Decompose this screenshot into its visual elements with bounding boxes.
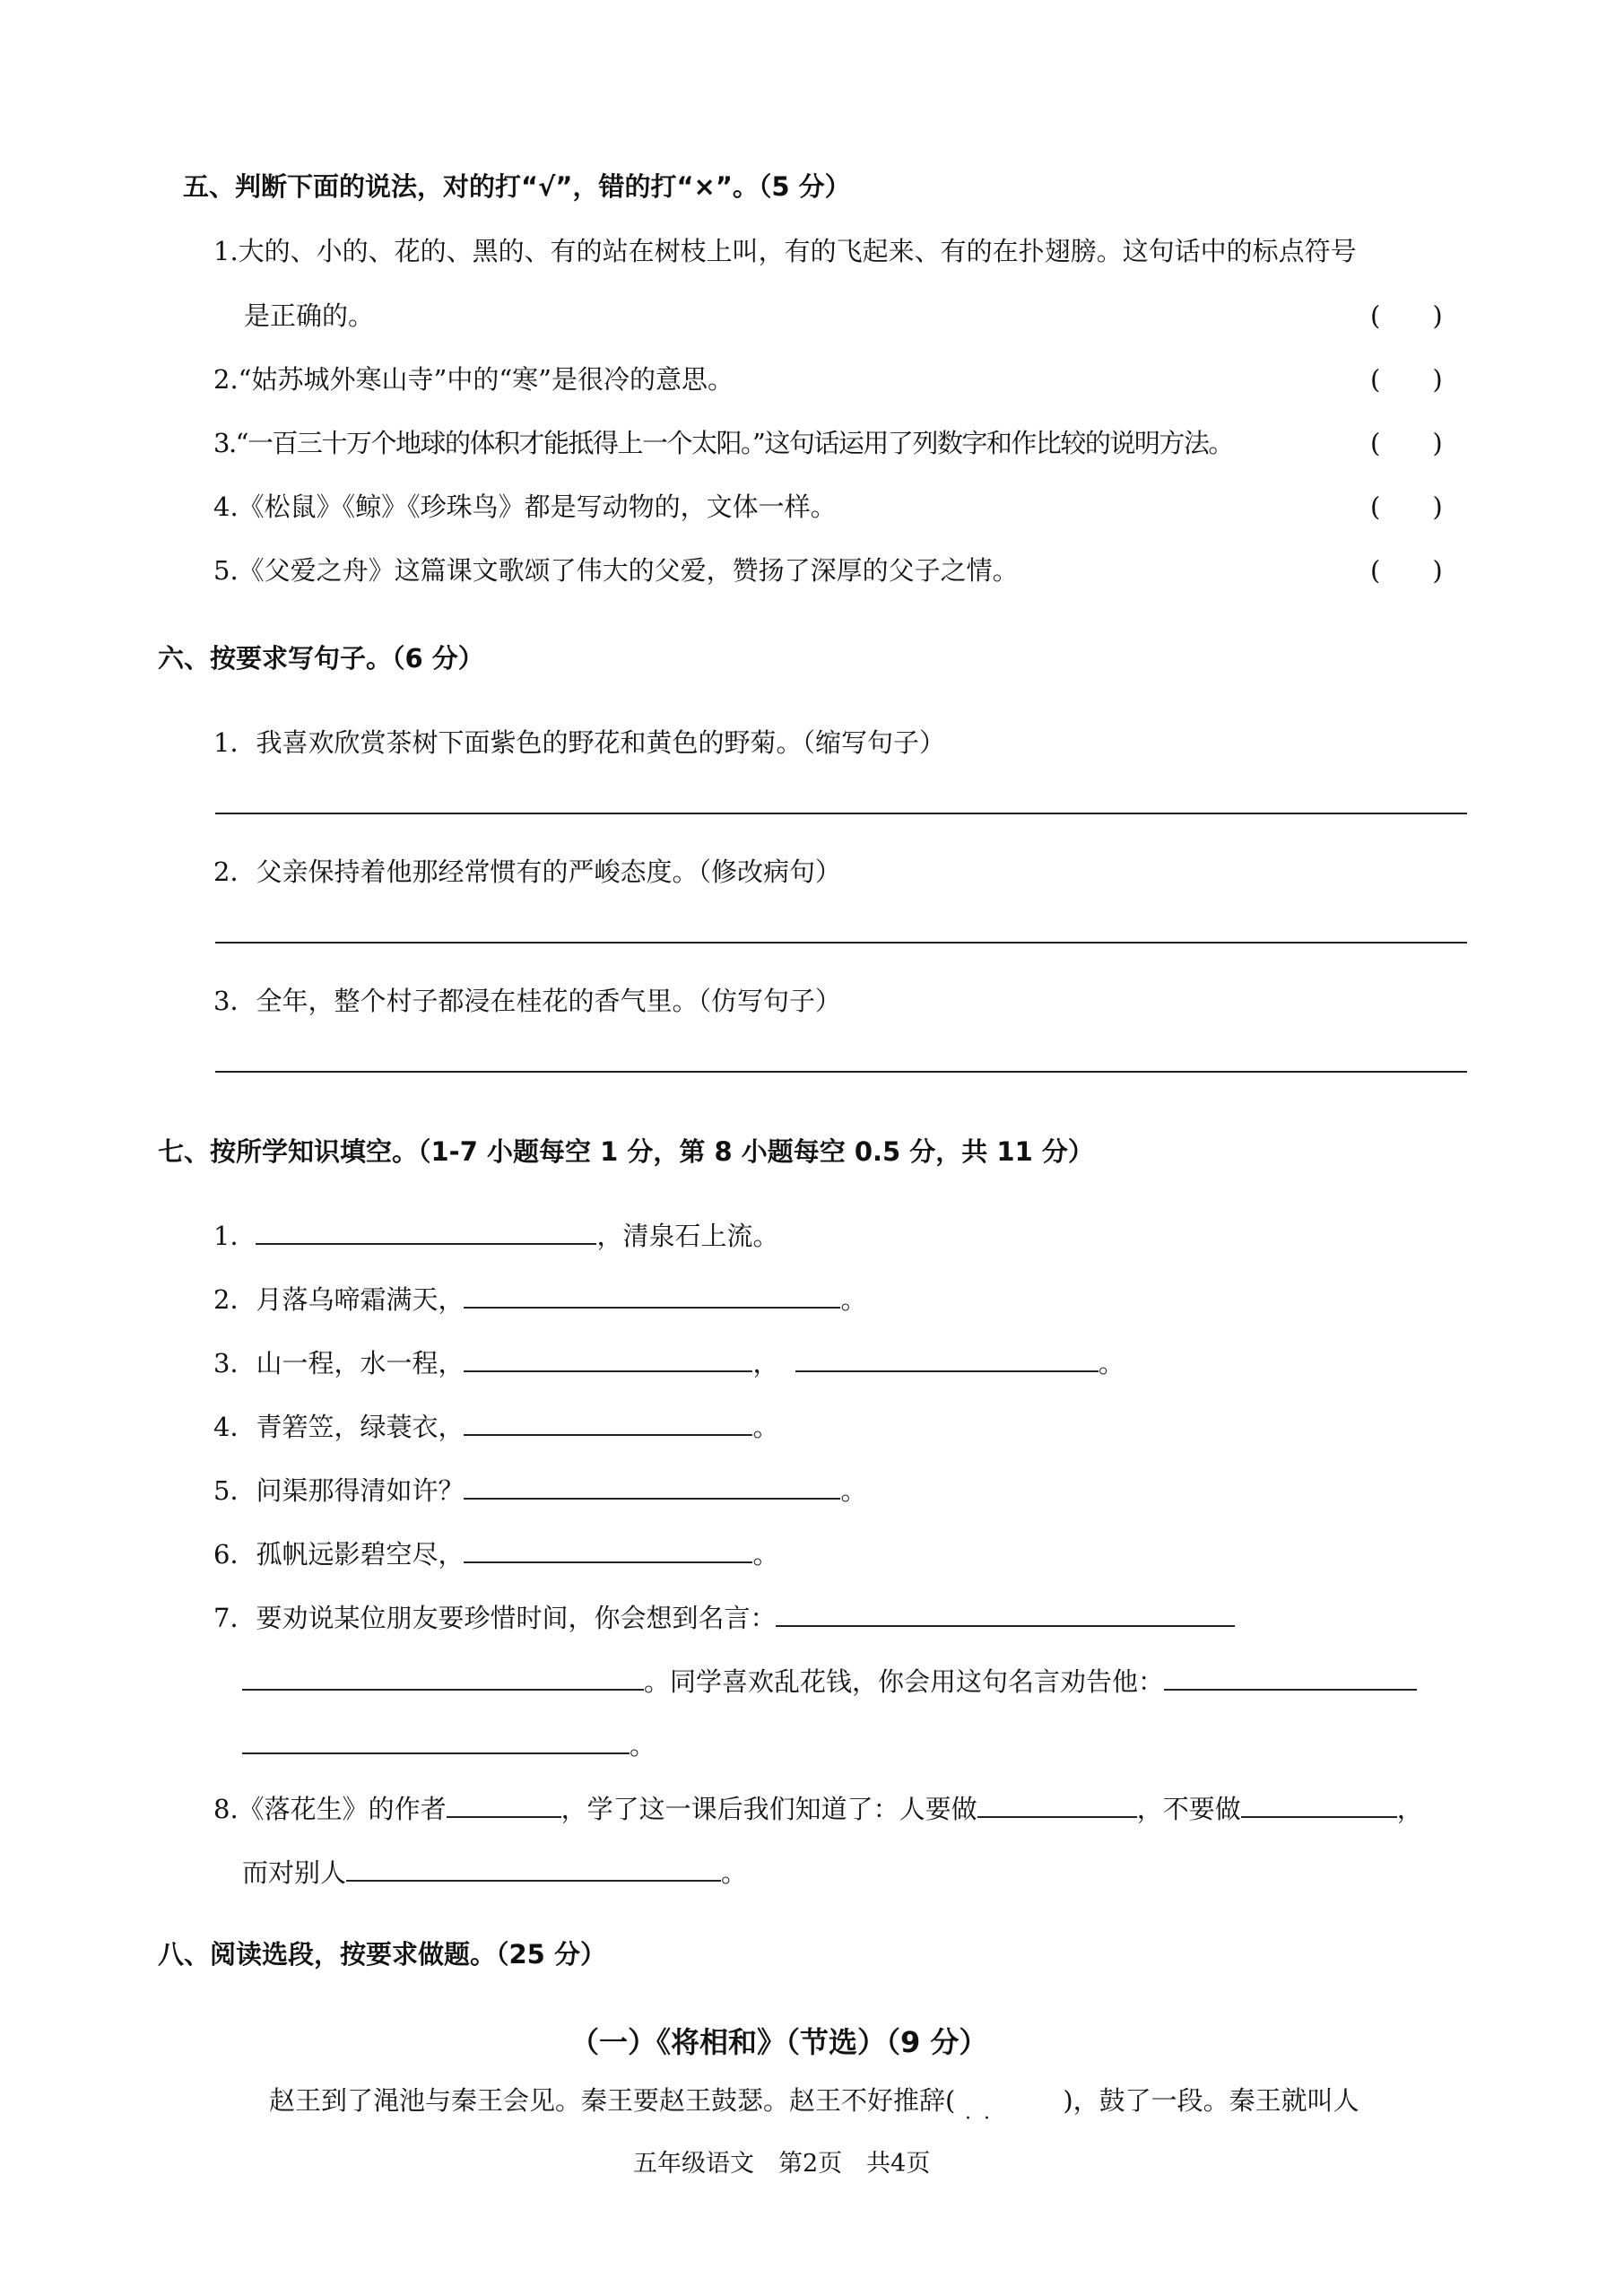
fill-end-2: 。: [840, 1284, 867, 1315]
fill-blank-2[interactable]: [464, 1280, 840, 1309]
judge-item-1-cont: 是正确的。: [244, 300, 375, 331]
fill-blank-1[interactable]: [256, 1216, 596, 1245]
answer-paren-3[interactable]: ( ): [1370, 428, 1443, 458]
reading-passage: [269, 2081, 1359, 2118]
fill-blank-4[interactable]: [464, 1407, 752, 1436]
fill-item-7: [213, 1598, 1235, 1635]
fill-end-7: 。: [630, 1730, 656, 1761]
page-footer: 五年级语文 第2页 共4页: [633, 2150, 931, 2178]
fill-item-6: [213, 1535, 778, 1571]
answer-paren-5[interactable]: ( ): [1370, 555, 1443, 586]
fill-item-1: [213, 1216, 778, 1253]
judge-item-5: 5.《父爱之舟》这篇课文歌颂了伟大的父爱，赞扬了深厚的父子之情。: [213, 555, 1019, 586]
passage-text-start: 赵王到了渑池与秦王会见。秦王要赵王鼓瑟。赵王不好推辞(: [269, 2085, 956, 2116]
judge-item-3: 3.“一百三十万个地球的体积才能抵得上一个太阳。”这句话运用了列数字和作比较的说明方法。: [213, 428, 1233, 458]
fill-item-8-line2: [242, 1853, 747, 1890]
answer-paren-4[interactable]: ( ): [1370, 491, 1443, 522]
fill-item-3: [213, 1344, 1125, 1380]
fill-blank-7b[interactable]: [242, 1662, 644, 1691]
fill-blank-5[interactable]: [464, 1471, 840, 1500]
answer-line-3[interactable]: [215, 1071, 1467, 1073]
fill-text-2: 2．月落乌啼霜满天，: [213, 1284, 465, 1315]
passage-text-end: )，鼓了一段。秦王就叫人: [1063, 2085, 1359, 2116]
section6-heading: 六、按要求写句子。（6 分）: [158, 643, 484, 674]
fill-text-8b: 而对别人: [242, 1857, 347, 1888]
fill-mid-7: 。同学喜欢乱花钱，你会用这句名言劝告他：: [644, 1666, 1165, 1697]
rewrite-item-1: 1．我喜欢欣赏茶树下面紫色的野花和黄色的野菊。（缩写句子）: [213, 727, 945, 758]
judge-item-2: 2.“姑苏城外寒山寺”中的“寒”是很冷的意思。: [213, 364, 734, 395]
fill-text-7: 7．要劝说某位朋友要珍惜时间，你会想到名言：: [213, 1603, 777, 1633]
answer-line-2[interactable]: [215, 942, 1467, 944]
fill-num-1: 1．: [213, 1221, 256, 1251]
fill-text-8: 8.《落花生》的作者: [213, 1794, 447, 1824]
fill-blank-8c[interactable]: [1241, 1789, 1397, 1818]
fill-item-5: [213, 1471, 866, 1508]
rewrite-item-2: 2．父亲保持着他那经常惯有的严峻态度。（修改病句）: [213, 857, 841, 887]
fill-blank-8d[interactable]: [346, 1853, 721, 1882]
answer-paren-2[interactable]: ( ): [1370, 364, 1443, 395]
fill-blank-3a[interactable]: [464, 1344, 752, 1372]
fill-text-6: 6．孤帆远影碧空尽，: [213, 1539, 465, 1570]
emphasis-dots: ··: [965, 2108, 1003, 2130]
fill-item-7-line3: [242, 1726, 656, 1762]
fill-end-8: 。: [721, 1857, 748, 1888]
fill-blank-6[interactable]: [464, 1535, 752, 1563]
fill-text-3: 3．山一程，水一程，: [213, 1348, 465, 1378]
fill-item-4: [213, 1407, 778, 1444]
fill-blank-3b[interactable]: [795, 1344, 1099, 1372]
judge-item-4: 4.《松鼠》《鲸》《珍珠鸟》都是写动物的，文体一样。: [213, 491, 837, 522]
fill-comma-8: ，: [1396, 1794, 1423, 1824]
fill-item-2: [213, 1280, 866, 1317]
fill-mid-8b: ，不要做: [1136, 1794, 1241, 1824]
fill-blank-8b[interactable]: [977, 1789, 1137, 1818]
section7-heading: 七、按所学知识填空。（1-7 小题每空 1 分，第 8 小题每空 0.5 分，共 11 分）: [158, 1136, 1094, 1167]
judge-item-1: 1.大的、小的、花的、黑的、有的站在树枝上叫，有的飞起来、有的在扑翅膀。这句话中的标点符号: [213, 236, 1357, 266]
fill-text-4: 4．青箬笠，绿蓑衣，: [213, 1412, 465, 1442]
answer-paren-1[interactable]: ( ): [1370, 300, 1443, 331]
answer-line-1[interactable]: [215, 813, 1467, 814]
fill-end-5: 。: [840, 1475, 867, 1506]
fill-blank-8a[interactable]: [447, 1789, 561, 1818]
fill-item-7-line2: [242, 1662, 1417, 1699]
fill-text-1: ，清泉石上流。: [596, 1221, 779, 1251]
fill-mid-8a: ，学了这一课后我们知道了：人要做: [560, 1794, 977, 1824]
fill-end-6: 。: [752, 1539, 779, 1570]
fill-text-5: 5．问渠那得清如许？: [213, 1475, 465, 1506]
fill-blank-7d[interactable]: [242, 1726, 630, 1754]
fill-mid-3: ，: [752, 1348, 779, 1378]
fill-blank-7c[interactable]: [1164, 1662, 1417, 1691]
section8-heading: 八、阅读选段，按要求做题。（25 分）: [158, 1939, 606, 1970]
fill-blank-7a[interactable]: [776, 1598, 1235, 1627]
fill-end-3: 。: [1098, 1348, 1125, 1378]
fill-end-4: 。: [752, 1412, 779, 1442]
fill-item-8: [213, 1789, 1423, 1826]
rewrite-item-3: 3．全年，整个村子都浸在桂花的香气里。（仿写句子）: [213, 986, 841, 1016]
reading-subtitle: （一）《将相和》（节选）（9 分）: [570, 2025, 988, 2059]
section5-heading: 五、判断下面的说法，对的打“√”，错的打“×”。（5 分）: [183, 171, 851, 202]
